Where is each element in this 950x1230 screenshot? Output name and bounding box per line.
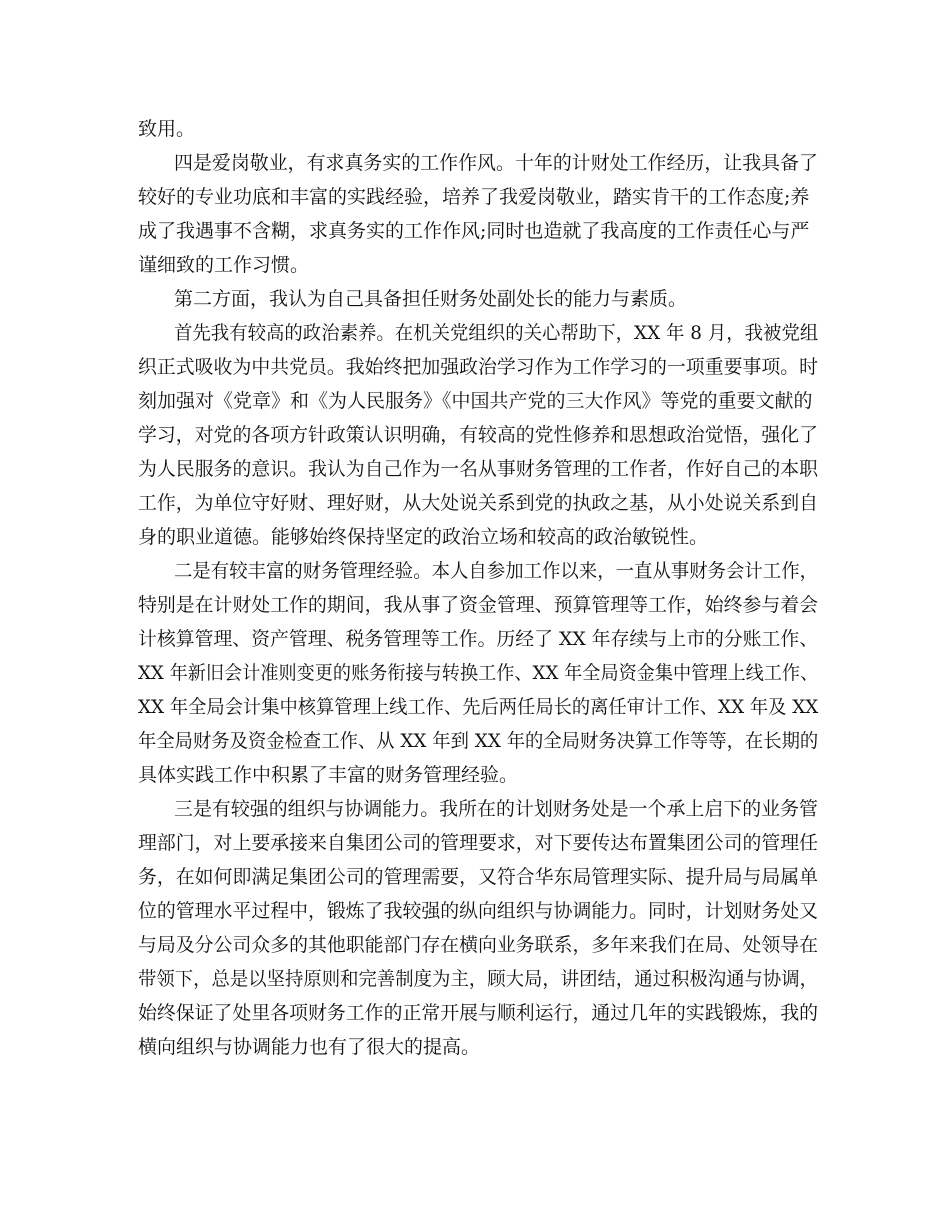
text-line: 横向组织与协调能力也有了很大的提高。 <box>138 1036 481 1058</box>
text-line: 成了我遇事不含糊，求真务实的工作作风;同时也造就了我高度的工作责任心与严 <box>138 220 810 242</box>
text-line: 谨细致的工作习惯。 <box>138 254 310 276</box>
text-line: 年全局财务及资金检查工作、从 XX 年到 XX 年的全局财务决算工作等等，在长期的 <box>138 730 819 752</box>
text-line: XX 年新旧会计准则变更的账务衔接与转换工作、XX 年全局资金集中管理上线工作、 <box>138 662 819 684</box>
section-heading-line: 第二方面，我认为自己具备担任财务处副处长的能力与素质。 <box>174 288 688 310</box>
text-line: 带领下，总是以坚持原则和完善制度为主，顾大局，讲团结，通过积极沟通与协调， <box>138 968 819 990</box>
text-line: 具体实践工作中积累了丰富的财务管理经验。 <box>138 764 519 786</box>
text-line: 织正式吸收为中共党员。我始终把加强政治学习作为工作学习的一项重要事项。时 <box>138 356 819 378</box>
text-line: 计核算管理、资产管理、税务管理等工作。历经了 XX 年存续与上市的分账工作、 <box>138 628 819 650</box>
text-line: 为人民服务的意识。我认为自己作为一名从事财务管理的工作者，作好自己的本职 <box>138 458 819 480</box>
paragraph-start-line: 首先我有较高的政治素养。在机关党组织的关心帮助下，XX 年 8 月，我被党组 <box>174 322 819 344</box>
text-line: 位的管理水平过程中，锻炼了我较强的纵向组织与协调能力。同时，计划财务处又 <box>138 900 819 922</box>
text-line: 学习，对党的各项方针政策认识明确，有较高的党性修养和思想政治觉悟，强化了 <box>138 424 819 446</box>
text-line: XX 年全局会计集中核算管理上线工作、先后两任局长的离任审计工作、XX 年及 XX <box>138 696 819 718</box>
paragraph-start-line: 四是爱岗敬业，有求真务实的工作作风。十年的计财处工作经历，让我具备了 <box>174 152 819 174</box>
text-line: 刻加强对《党章》和《为人民服务》《中国共产党的三大作风》等党的重要文献的 <box>138 390 813 412</box>
paragraph-start-line: 三是有较强的组织与协调能力。我所在的计划财务处是一个承上启下的业务管 <box>174 798 819 820</box>
paragraph-start-line: 二是有较丰富的财务管理经验。本人自参加工作以来，一直从事财务会计工作， <box>174 560 819 582</box>
text-line: 理部门，对上要承接来自集团公司的管理要求，对下要传达布置集团公司的管理任 <box>138 832 819 854</box>
text-line: 身的职业道德。能够始终保持坚定的政治立场和较高的政治敏锐性。 <box>138 526 709 548</box>
text-line: 始终保证了处里各项财务工作的正常开展与顺利运行，通过几年的实践锻炼，我的 <box>138 1002 819 1024</box>
text-line: 与局及分公司众多的其他职能部门存在横向业务联系，多年来我们在局、处领导在 <box>138 934 819 956</box>
text-line: 务，在如何即满足集团公司的管理需要，又符合华东局管理实际、提升局与局属单 <box>138 866 819 888</box>
text-line: 特别是在计财处工作的期间，我从事了资金管理、预算管理等工作，始终参与着会 <box>138 594 819 616</box>
text-line: 较好的专业功底和丰富的实践经验，培养了我爱岗敬业，踏实肯干的工作态度;养 <box>138 186 810 208</box>
text-line: 工作，为单位守好财、理好财，从大处说关系到党的执政之基，从小处说关系到自 <box>138 492 819 514</box>
text-line: 致用。 <box>138 118 196 140</box>
